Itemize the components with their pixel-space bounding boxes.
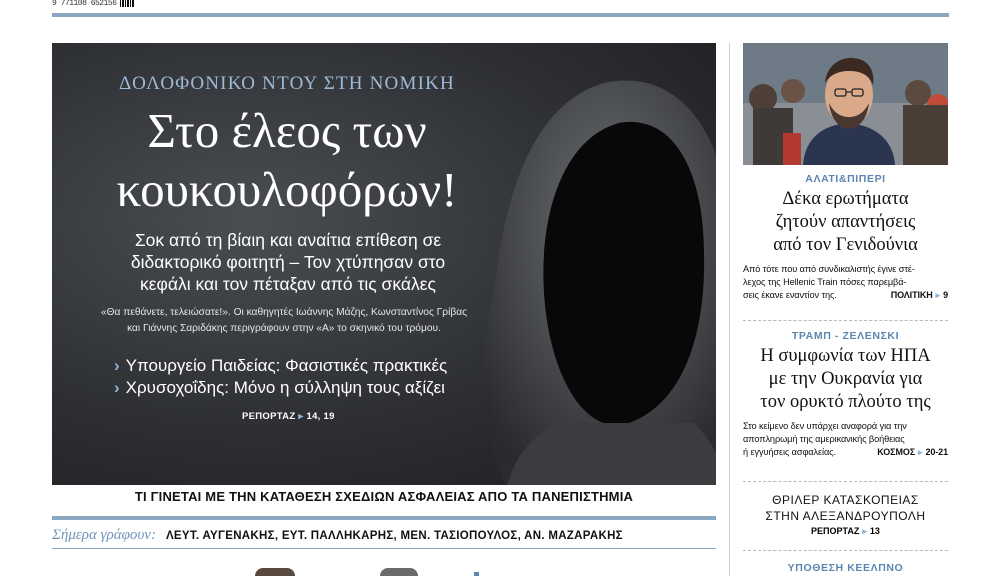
sidebar-story-1[interactable] (743, 173, 948, 302)
cover-bullet-text: Υπουργείο Παιδείας: Φασιστικές πρακτικές (125, 356, 448, 375)
cover-headline-line2: κουκουλοφόρων! (116, 162, 458, 217)
story-body (743, 263, 948, 302)
section-name: ΡΕΠΟΡΤΑΖ (811, 526, 860, 536)
story-title (743, 188, 948, 257)
story-divider (743, 320, 948, 321)
triangle-right-icon: ▸ (935, 290, 941, 300)
writers-divider (52, 548, 716, 549)
barcode-bars (120, 0, 134, 7)
cover-subhead (72, 229, 504, 295)
barcode (52, 0, 170, 8)
cover-subhead-line2: διδακτορικό φοιτητή – Τον χτύπησαν στο (130, 252, 446, 272)
story-title-line: Δέκα ερωτήματα (782, 189, 909, 209)
columnist-photo (380, 568, 418, 576)
top-divider (52, 13, 949, 17)
today-names: ΛΕΥΤ. ΑΥΓΕΝΑΚΗΣ, ΕΥΤ. ΠΑΛΛΗΚΑΡΗΣ, ΜΕΝ. ΤΑΣΙΟΠΟΥΛΟΣ, ΑΝ. ΜΑΖΑΡΑΚΗΣ (165, 530, 623, 542)
story-body-line: αποπληρωμή της αμερικανικής βοήθειας (743, 434, 905, 444)
triangle-right-icon: ▸ (918, 447, 923, 457)
chevron-right-icon: › (114, 356, 120, 375)
story-title-line: ΣΤΗΝ ΑΛΕΞΑΝΔΡΟΥΠΟΛΗ (765, 509, 926, 523)
page-number: 13 (869, 526, 880, 536)
cover-caption[interactable]: ΤΙ ΓΙΝΕΤΑΙ ΜΕ ΤΗΝ ΚΑΤΑΘΕΣΗ ΣΧΕΔΙΩΝ ΑΣΦΑΛΕΙΑΣ ΑΠΟ ΤΑ ΠΑΝΕΠΙΣΤΗΜΙΑ (134, 489, 634, 504)
cover-subhead-line1: Σοκ από τη βίαιη και αναίτια επίθεση σε (134, 230, 442, 250)
cover-kicker: ΔΟΛΟΦΟΝΙΚΟ ΝΤΟΥ ΣΤΗ ΝΟΜΙΚΗ (119, 73, 455, 94)
sidebar-story-4[interactable] (743, 562, 948, 574)
story-body-line: Από τότε που από συνδικαλιστής έγινε στέ- (743, 264, 915, 274)
reportage-pages: 14, 19 (306, 411, 335, 422)
story-body-line: Στο κείμενο δεν υπάρχει αναφορά για την (743, 421, 907, 431)
page-number: 20-21 (925, 447, 948, 457)
section-page-reference[interactable] (743, 526, 948, 537)
story-body (743, 420, 948, 459)
story-title-line: ΘΡΙΛΕΡ ΚΑΤΑΣΚΟΠΕΙΑΣ (772, 493, 919, 507)
section-page-reference[interactable] (891, 289, 948, 302)
story-body-line: σεις έκανε εναντίον της. (743, 290, 837, 300)
story-title-line: με την Ουκρανία για (768, 369, 923, 389)
cover-story[interactable] (52, 43, 716, 485)
story-title-line: ζητούν απαντήσεις (775, 212, 916, 232)
chevron-right-icon: › (114, 378, 120, 397)
cover-quote-line2: και Γιάννης Σαριδάκης περιγράφουν στην «Α» το σκηνικό του τρόμου. (127, 323, 441, 334)
story-divider (743, 550, 948, 551)
story-photo[interactable] (743, 43, 948, 165)
cover-page-reference[interactable] (242, 411, 335, 422)
reportage-label: ΡΕΠΟΡΤΑΖ (242, 411, 296, 422)
barcode-number: 9 771108 652156 (52, 0, 117, 8)
story-title-line: τον ορυκτό πλούτο της (760, 392, 931, 412)
story-title-line: Η συμφωνία των ΗΠΑ (760, 346, 931, 366)
triangle-right-icon: ▸ (298, 411, 304, 422)
cover-bullet-text: Χρυσοχοΐδης: Μόνο η σύλληψη τους αξίζει (125, 378, 445, 397)
story-kicker: ΤΡΑΜΠ - ΖΕΛΕΝΣΚΙ (791, 330, 900, 342)
section-name: ΠΟΛΙΤΙΚΗ (890, 290, 933, 300)
sidebar-story-2[interactable] (743, 330, 948, 459)
caption-divider (52, 516, 716, 520)
cover-bullets (114, 355, 534, 399)
column-divider (729, 43, 730, 576)
sidebar-story-3[interactable] (743, 492, 948, 537)
section-name: ΚΟΣΜΟΣ (877, 447, 916, 457)
cover-headline[interactable] (52, 101, 522, 219)
page-number: 9 (943, 290, 948, 300)
story-title-line: από τον Γενιδούνια (773, 235, 918, 255)
cover-quote (60, 305, 508, 337)
cover-bullet[interactable] (114, 355, 534, 377)
story-body-line: λεχος της Hellenic Train πόσες παρεμβά- (743, 277, 907, 287)
triangle-right-icon: ▸ (862, 526, 867, 536)
story-title (743, 492, 948, 524)
today-writers (52, 527, 716, 544)
story-kicker: ΑΛΑΤΙ&ΠΙΠΕΡΙ (805, 173, 886, 185)
today-label: Σήμερα γράφουν: (52, 527, 156, 543)
story-kicker: ΥΠΟΘΕΣΗ ΚΕΕΛΠΝΟ (787, 562, 904, 574)
columnist-photo (255, 568, 295, 576)
decorative-mark (474, 572, 479, 576)
cover-quote-line1: «Θα πεθάνετε, τελειώσατε!». Οι καθηγητές Ιωάννης Μάζης, Κωνσταντίνος Γρίβας (100, 307, 468, 318)
cover-headline-line1: Στο έλεος των (147, 103, 427, 158)
story-title (743, 345, 948, 414)
story-divider (743, 481, 948, 482)
section-page-reference[interactable] (877, 446, 948, 459)
cover-subhead-line3: κεφάλι και τον πέταξαν από τις σκάλες (139, 274, 436, 294)
cover-bullet[interactable] (114, 377, 534, 399)
man-portrait-photo (743, 43, 948, 165)
story-body-line: ή εγγυήσεις ασφαλείας. (743, 447, 836, 457)
